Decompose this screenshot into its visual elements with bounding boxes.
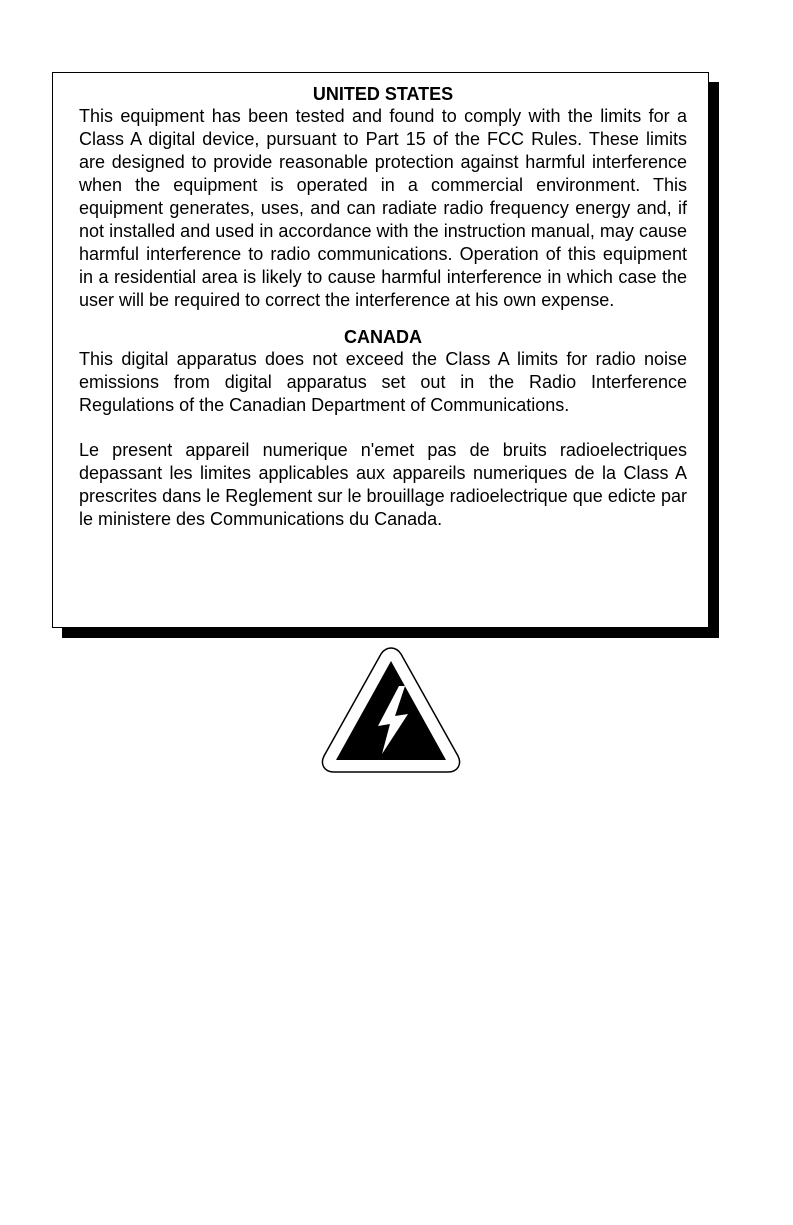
- electrical-hazard-icon: [320, 644, 462, 776]
- us-fcc-statement: This equipment has been tested and found to comply with the limits for a Class A digital device, pursuant to Part 15 of the FCC Rules. These limits are designed to provide reasonable protection against harmful interference when the equipment is operated in a commercial environment. This equipment generates, uses, and can radiate radio frequency energy and, if not installed and used in accordance with the instruction manual, may cause harmful interference to radio communications. Operation of this equipment in a residential area is likely to cause harmful interference in which case the user will be required to correct the interference at his own expense.: [79, 106, 687, 310]
- us-heading: UNITED STATES: [312, 84, 454, 104]
- compliance-notice-box: [52, 72, 709, 628]
- canada-statement-english: This digital apparatus does not exceed the Class A limits for radio noise emissions from digital apparatus set out in the Radio Interference Regulations of the Canadian Department of Communications.: [79, 349, 687, 415]
- canada-statement-french: Le present appareil numerique n'emet pas de bruits radioelectriques depassant les limites applicables aux appareils numeriques de la Class A prescrites dans le Reglement sur le brouillage radioelectrique que edicte par le ministere des Communications du Canada.: [79, 440, 687, 529]
- canada-heading: CANADA: [344, 327, 422, 347]
